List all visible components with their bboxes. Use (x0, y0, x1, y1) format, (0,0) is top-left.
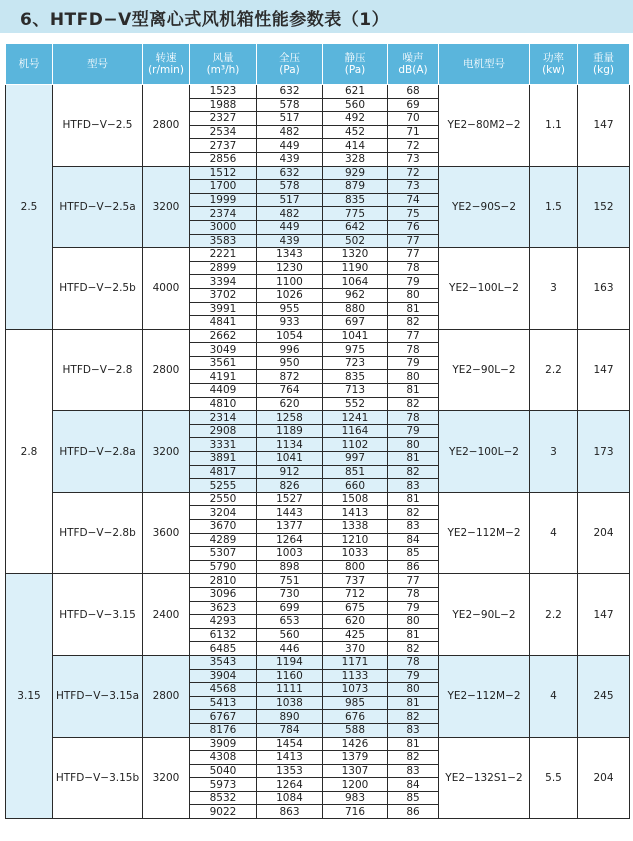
noise-cell: 78 (388, 655, 439, 669)
airflow-cell: 6485 (190, 642, 257, 656)
airflow-cell: 5040 (190, 764, 257, 778)
static-pressure-cell: 621 (323, 85, 388, 99)
noise-cell: 82 (388, 397, 439, 411)
total-pressure-cell: 578 (257, 98, 323, 112)
airflow-cell: 2810 (190, 574, 257, 588)
noise-cell: 82 (388, 710, 439, 724)
airflow-cell: 2221 (190, 248, 257, 262)
noise-cell: 72 (388, 139, 439, 153)
header-speed: 转速 (r/min) (143, 44, 190, 85)
noise-cell: 77 (388, 248, 439, 262)
airflow-cell: 3670 (190, 520, 257, 534)
power-cell: 3 (530, 248, 578, 330)
static-pressure-cell: 1200 (323, 778, 388, 792)
speed-cell: 3200 (143, 166, 190, 248)
airflow-cell: 1523 (190, 85, 257, 99)
header-power: 功率 (kw) (530, 44, 578, 85)
airflow-cell: 4568 (190, 683, 257, 697)
static-pressure-cell: 713 (323, 384, 388, 398)
noise-cell: 79 (388, 275, 439, 289)
total-pressure-cell: 1527 (257, 492, 323, 506)
total-pressure-cell: 653 (257, 615, 323, 629)
noise-cell: 78 (388, 343, 439, 357)
weight-cell: 245 (578, 655, 630, 737)
noise-cell: 81 (388, 628, 439, 642)
weight-cell: 204 (578, 492, 630, 574)
machine-no-cell: 2.5 (6, 85, 53, 330)
noise-cell: 84 (388, 533, 439, 547)
header-row (6, 44, 630, 85)
static-pressure-cell: 1426 (323, 737, 388, 751)
total-pressure-cell: 1100 (257, 275, 323, 289)
static-pressure-cell: 712 (323, 587, 388, 601)
header-noise: 噪声 dB(A) (388, 44, 439, 85)
model-cell: HTFD−V−2.8a (53, 411, 143, 493)
static-pressure-cell: 1379 (323, 751, 388, 765)
airflow-cell: 3904 (190, 669, 257, 683)
noise-cell: 80 (388, 615, 439, 629)
static-pressure-cell: 1307 (323, 764, 388, 778)
static-pressure-cell: 1210 (323, 533, 388, 547)
noise-cell: 75 (388, 207, 439, 221)
model-cell: HTFD−V−2.8b (53, 492, 143, 574)
noise-cell: 73 (388, 180, 439, 194)
noise-cell: 70 (388, 112, 439, 126)
airflow-cell: 2899 (190, 261, 257, 275)
motor-model-cell: YE2−90S−2 (439, 166, 530, 248)
total-pressure-cell: 632 (257, 166, 323, 180)
static-pressure-cell: 552 (323, 397, 388, 411)
noise-cell: 77 (388, 234, 439, 248)
table-row (6, 166, 630, 180)
noise-cell: 83 (388, 479, 439, 493)
total-pressure-cell: 1353 (257, 764, 323, 778)
table-body (6, 85, 630, 819)
power-cell: 1.5 (530, 166, 578, 248)
airflow-cell: 8532 (190, 791, 257, 805)
static-pressure-cell: 425 (323, 628, 388, 642)
airflow-cell: 4841 (190, 316, 257, 330)
total-pressure-cell: 439 (257, 152, 323, 166)
noise-cell: 73 (388, 152, 439, 166)
noise-cell: 85 (388, 791, 439, 805)
airflow-cell: 2374 (190, 207, 257, 221)
total-pressure-cell: 1258 (257, 411, 323, 425)
airflow-cell: 3394 (190, 275, 257, 289)
motor-model-cell: YE2−90L−2 (439, 329, 530, 411)
total-pressure-cell: 517 (257, 112, 323, 126)
noise-cell: 76 (388, 220, 439, 234)
noise-cell: 77 (388, 329, 439, 343)
noise-cell: 85 (388, 547, 439, 561)
static-pressure-cell: 1133 (323, 669, 388, 683)
airflow-cell: 8176 (190, 723, 257, 737)
airflow-cell: 4409 (190, 384, 257, 398)
total-pressure-cell: 1134 (257, 438, 323, 452)
table-row (6, 411, 630, 425)
motor-model-cell: YE2−112M−2 (439, 655, 530, 737)
total-pressure-cell: 446 (257, 642, 323, 656)
static-pressure-cell: 328 (323, 152, 388, 166)
static-pressure-cell: 414 (323, 139, 388, 153)
airflow-cell: 4308 (190, 751, 257, 765)
noise-cell: 72 (388, 166, 439, 180)
total-pressure-cell: 826 (257, 479, 323, 493)
total-pressure-cell: 863 (257, 805, 323, 819)
static-pressure-cell: 492 (323, 112, 388, 126)
static-pressure-cell: 737 (323, 574, 388, 588)
airflow-cell: 6767 (190, 710, 257, 724)
noise-cell: 80 (388, 288, 439, 302)
table-row (6, 329, 630, 343)
static-pressure-cell: 880 (323, 302, 388, 316)
noise-cell: 86 (388, 560, 439, 574)
noise-cell: 80 (388, 438, 439, 452)
noise-cell: 81 (388, 696, 439, 710)
airflow-cell: 2534 (190, 125, 257, 139)
total-pressure-cell: 1084 (257, 791, 323, 805)
total-pressure-cell: 699 (257, 601, 323, 615)
table-row (6, 85, 630, 99)
total-pressure-cell: 620 (257, 397, 323, 411)
airflow-cell: 5413 (190, 696, 257, 710)
airflow-cell: 3891 (190, 452, 257, 466)
static-pressure-cell: 983 (323, 791, 388, 805)
noise-cell: 82 (388, 642, 439, 656)
total-pressure-cell: 482 (257, 207, 323, 221)
total-pressure-cell: 1160 (257, 669, 323, 683)
airflow-cell: 3049 (190, 343, 257, 357)
noise-cell: 71 (388, 125, 439, 139)
noise-cell: 86 (388, 805, 439, 819)
noise-cell: 68 (388, 85, 439, 99)
airflow-cell: 3702 (190, 288, 257, 302)
noise-cell: 81 (388, 452, 439, 466)
motor-model-cell: YE2−132S1−2 (439, 737, 530, 819)
total-pressure-cell: 950 (257, 356, 323, 370)
airflow-cell: 1988 (190, 98, 257, 112)
total-pressure-cell: 1443 (257, 506, 323, 520)
airflow-cell: 2856 (190, 152, 257, 166)
noise-cell: 79 (388, 356, 439, 370)
total-pressure-cell: 784 (257, 723, 323, 737)
noise-cell: 69 (388, 98, 439, 112)
total-pressure-cell: 1343 (257, 248, 323, 262)
airflow-cell: 3000 (190, 220, 257, 234)
static-pressure-cell: 642 (323, 220, 388, 234)
total-pressure-cell: 1264 (257, 533, 323, 547)
power-cell: 3 (530, 411, 578, 493)
total-pressure-cell: 912 (257, 465, 323, 479)
total-pressure-cell: 449 (257, 139, 323, 153)
model-cell: HTFD−V−3.15b (53, 737, 143, 819)
total-pressure-cell: 872 (257, 370, 323, 384)
static-pressure-cell: 879 (323, 180, 388, 194)
airflow-cell: 2908 (190, 424, 257, 438)
header-total-pressure: 全压 (Pa) (257, 44, 323, 85)
airflow-cell: 3561 (190, 356, 257, 370)
airflow-cell: 5790 (190, 560, 257, 574)
total-pressure-cell: 933 (257, 316, 323, 330)
power-cell: 2.2 (530, 574, 578, 656)
total-pressure-cell: 632 (257, 85, 323, 99)
static-pressure-cell: 997 (323, 452, 388, 466)
header-motor-model: 电机型号 (439, 44, 530, 85)
model-cell: HTFD−V−2.8 (53, 329, 143, 411)
power-cell: 1.1 (530, 85, 578, 167)
airflow-cell: 2550 (190, 492, 257, 506)
static-pressure-cell: 1064 (323, 275, 388, 289)
total-pressure-cell: 1194 (257, 655, 323, 669)
model-cell: HTFD−V−2.5a (53, 166, 143, 248)
speed-cell: 3600 (143, 492, 190, 574)
static-pressure-cell: 660 (323, 479, 388, 493)
motor-model-cell: YE2−112M−2 (439, 492, 530, 574)
total-pressure-cell: 482 (257, 125, 323, 139)
noise-cell: 82 (388, 316, 439, 330)
performance-table (5, 43, 630, 819)
static-pressure-cell: 697 (323, 316, 388, 330)
airflow-cell: 4191 (190, 370, 257, 384)
static-pressure-cell: 676 (323, 710, 388, 724)
airflow-cell: 1512 (190, 166, 257, 180)
motor-model-cell: YE2−90L−2 (439, 574, 530, 656)
noise-cell: 81 (388, 737, 439, 751)
airflow-cell: 9022 (190, 805, 257, 819)
total-pressure-cell: 996 (257, 343, 323, 357)
total-pressure-cell: 517 (257, 193, 323, 207)
speed-cell: 3200 (143, 737, 190, 819)
airflow-cell: 2327 (190, 112, 257, 126)
airflow-cell: 1700 (190, 180, 257, 194)
weight-cell: 204 (578, 737, 630, 819)
total-pressure-cell: 898 (257, 560, 323, 574)
static-pressure-cell: 835 (323, 193, 388, 207)
static-pressure-cell: 560 (323, 98, 388, 112)
static-pressure-cell: 851 (323, 465, 388, 479)
table-row (6, 655, 630, 669)
page-title: 6、HTFD−V型离心式风机箱性能参数表（1） (20, 10, 390, 30)
weight-cell: 147 (578, 85, 630, 167)
noise-cell: 83 (388, 520, 439, 534)
speed-cell: 4000 (143, 248, 190, 330)
airflow-cell: 4810 (190, 397, 257, 411)
static-pressure-cell: 985 (323, 696, 388, 710)
header-airflow: 风量 (m³/h) (190, 44, 257, 85)
static-pressure-cell: 962 (323, 288, 388, 302)
total-pressure-cell: 1377 (257, 520, 323, 534)
power-cell: 4 (530, 492, 578, 574)
header-model: 型号 (53, 44, 143, 85)
static-pressure-cell: 1241 (323, 411, 388, 425)
noise-cell: 81 (388, 302, 439, 316)
noise-cell: 84 (388, 778, 439, 792)
noise-cell: 81 (388, 492, 439, 506)
total-pressure-cell: 1054 (257, 329, 323, 343)
noise-cell: 81 (388, 384, 439, 398)
airflow-cell: 3331 (190, 438, 257, 452)
total-pressure-cell: 560 (257, 628, 323, 642)
noise-cell: 79 (388, 424, 439, 438)
static-pressure-cell: 1508 (323, 492, 388, 506)
power-cell: 5.5 (530, 737, 578, 819)
speed-cell: 3200 (143, 411, 190, 493)
speed-cell: 2800 (143, 329, 190, 411)
noise-cell: 82 (388, 465, 439, 479)
airflow-cell: 5307 (190, 547, 257, 561)
airflow-cell: 3204 (190, 506, 257, 520)
noise-cell: 78 (388, 587, 439, 601)
total-pressure-cell: 449 (257, 220, 323, 234)
total-pressure-cell: 1454 (257, 737, 323, 751)
static-pressure-cell: 975 (323, 343, 388, 357)
noise-cell: 80 (388, 683, 439, 697)
total-pressure-cell: 890 (257, 710, 323, 724)
noise-cell: 74 (388, 193, 439, 207)
total-pressure-cell: 764 (257, 384, 323, 398)
noise-cell: 78 (388, 411, 439, 425)
model-cell: HTFD−V−3.15 (53, 574, 143, 656)
static-pressure-cell: 588 (323, 723, 388, 737)
weight-cell: 147 (578, 329, 630, 411)
airflow-cell: 5973 (190, 778, 257, 792)
noise-cell: 79 (388, 669, 439, 683)
static-pressure-cell: 1102 (323, 438, 388, 452)
table-row (6, 737, 630, 751)
total-pressure-cell: 578 (257, 180, 323, 194)
total-pressure-cell: 439 (257, 234, 323, 248)
static-pressure-cell: 1413 (323, 506, 388, 520)
weight-cell: 147 (578, 574, 630, 656)
static-pressure-cell: 452 (323, 125, 388, 139)
airflow-cell: 2314 (190, 411, 257, 425)
machine-no-cell: 3.15 (6, 574, 53, 819)
noise-cell: 78 (388, 261, 439, 275)
total-pressure-cell: 1230 (257, 261, 323, 275)
noise-cell: 83 (388, 723, 439, 737)
total-pressure-cell: 730 (257, 587, 323, 601)
airflow-cell: 4289 (190, 533, 257, 547)
total-pressure-cell: 1264 (257, 778, 323, 792)
total-pressure-cell: 1041 (257, 452, 323, 466)
speed-cell: 2400 (143, 574, 190, 656)
airflow-cell: 3583 (190, 234, 257, 248)
static-pressure-cell: 775 (323, 207, 388, 221)
motor-model-cell: YE2−100L−2 (439, 411, 530, 493)
static-pressure-cell: 716 (323, 805, 388, 819)
static-pressure-cell: 1171 (323, 655, 388, 669)
airflow-cell: 2737 (190, 139, 257, 153)
header-machine-no: 机号 (6, 44, 53, 85)
airflow-cell: 4293 (190, 615, 257, 629)
static-pressure-cell: 723 (323, 356, 388, 370)
static-pressure-cell: 800 (323, 560, 388, 574)
airflow-cell: 4817 (190, 465, 257, 479)
airflow-cell: 3623 (190, 601, 257, 615)
machine-no-cell: 2.8 (6, 329, 53, 574)
model-cell: HTFD−V−2.5 (53, 85, 143, 167)
airflow-cell: 3096 (190, 587, 257, 601)
table-row (6, 248, 630, 262)
static-pressure-cell: 1073 (323, 683, 388, 697)
static-pressure-cell: 370 (323, 642, 388, 656)
total-pressure-cell: 955 (257, 302, 323, 316)
airflow-cell: 1999 (190, 193, 257, 207)
total-pressure-cell: 1189 (257, 424, 323, 438)
airflow-cell: 3543 (190, 655, 257, 669)
static-pressure-cell: 1041 (323, 329, 388, 343)
static-pressure-cell: 1164 (323, 424, 388, 438)
weight-cell: 173 (578, 411, 630, 493)
model-cell: HTFD−V−2.5b (53, 248, 143, 330)
noise-cell: 82 (388, 751, 439, 765)
noise-cell: 79 (388, 601, 439, 615)
airflow-cell: 6132 (190, 628, 257, 642)
total-pressure-cell: 1038 (257, 696, 323, 710)
total-pressure-cell: 751 (257, 574, 323, 588)
motor-model-cell: YE2−100L−2 (439, 248, 530, 330)
speed-cell: 2800 (143, 85, 190, 167)
speed-cell: 2800 (143, 655, 190, 737)
airflow-cell: 3991 (190, 302, 257, 316)
static-pressure-cell: 1033 (323, 547, 388, 561)
static-pressure-cell: 502 (323, 234, 388, 248)
total-pressure-cell: 1413 (257, 751, 323, 765)
noise-cell: 77 (388, 574, 439, 588)
airflow-cell: 5255 (190, 479, 257, 493)
header-weight: 重量 (kg) (578, 44, 630, 85)
airflow-cell: 2662 (190, 329, 257, 343)
noise-cell: 80 (388, 370, 439, 384)
weight-cell: 163 (578, 248, 630, 330)
static-pressure-cell: 620 (323, 615, 388, 629)
power-cell: 2.2 (530, 329, 578, 411)
airflow-cell: 3909 (190, 737, 257, 751)
static-pressure-cell: 929 (323, 166, 388, 180)
static-pressure-cell: 675 (323, 601, 388, 615)
weight-cell: 152 (578, 166, 630, 248)
static-pressure-cell: 1338 (323, 520, 388, 534)
static-pressure-cell: 835 (323, 370, 388, 384)
total-pressure-cell: 1026 (257, 288, 323, 302)
power-cell: 4 (530, 655, 578, 737)
total-pressure-cell: 1111 (257, 683, 323, 697)
header-static-pressure: 静压 (Pa) (323, 44, 388, 85)
table-row (6, 492, 630, 506)
static-pressure-cell: 1320 (323, 248, 388, 262)
motor-model-cell: YE2−80M2−2 (439, 85, 530, 167)
noise-cell: 83 (388, 764, 439, 778)
total-pressure-cell: 1003 (257, 547, 323, 561)
table-row (6, 574, 630, 588)
static-pressure-cell: 1190 (323, 261, 388, 275)
noise-cell: 82 (388, 506, 439, 520)
model-cell: HTFD−V−3.15a (53, 655, 143, 737)
